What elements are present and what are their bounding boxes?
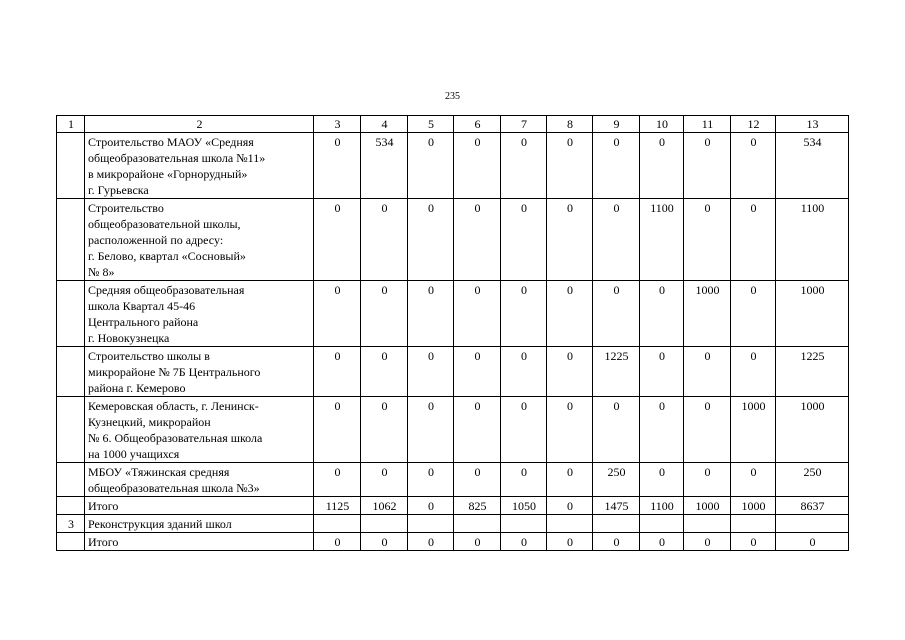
- value-cell: [454, 515, 501, 533]
- value-cell: 0: [547, 281, 593, 347]
- value-cell: 0: [314, 533, 361, 551]
- row-index-cell: [57, 463, 85, 497]
- value-cell: [361, 515, 408, 533]
- value-cell: 0: [593, 199, 640, 281]
- value-cell: 0: [454, 199, 501, 281]
- value-cell: 8637: [776, 497, 849, 515]
- row-name-line: МБОУ «Тяжинская средняя: [88, 465, 230, 479]
- row-name-line: района г. Кемерово: [88, 381, 186, 395]
- value-cell: 0: [361, 397, 408, 463]
- row-index-cell: [57, 133, 85, 199]
- value-cell: 0: [501, 281, 547, 347]
- row-index-cell: [57, 347, 85, 397]
- table-row: [57, 133, 849, 199]
- header-cell: 1: [57, 116, 85, 133]
- value-cell: 1125: [314, 497, 361, 515]
- header-cell: 8: [547, 116, 593, 133]
- value-cell: 1050: [501, 497, 547, 515]
- value-cell: [408, 515, 454, 533]
- value-cell: 0: [454, 347, 501, 397]
- value-cell: 0: [731, 347, 776, 397]
- value-cell: 1475: [593, 497, 640, 515]
- row-name-line: расположенной по адресу:: [88, 233, 224, 247]
- value-cell: 0: [408, 497, 454, 515]
- header-cell: 13: [776, 116, 849, 133]
- value-cell: 1100: [640, 497, 684, 515]
- row-name-cell: [85, 497, 314, 515]
- row-name-line: Кузнецкий, микрорайон: [88, 415, 211, 429]
- value-cell: 1100: [776, 199, 849, 281]
- value-cell: 0: [408, 533, 454, 551]
- value-cell: 0: [731, 533, 776, 551]
- value-cell: [684, 515, 731, 533]
- value-cell: [731, 515, 776, 533]
- header-cell: 10: [640, 116, 684, 133]
- row-name-cell: [85, 281, 314, 347]
- value-cell: 0: [501, 463, 547, 497]
- value-cell: 1000: [776, 397, 849, 463]
- table-row: [57, 199, 849, 281]
- value-cell: 0: [314, 397, 361, 463]
- value-cell: 1225: [593, 347, 640, 397]
- value-cell: 0: [640, 347, 684, 397]
- row-name-line: Итого: [88, 499, 119, 513]
- row-name-line: Реконструкция зданий школ: [88, 517, 232, 531]
- value-cell: 250: [776, 463, 849, 497]
- value-cell: 1000: [776, 281, 849, 347]
- value-cell: 0: [454, 133, 501, 199]
- value-cell: 1000: [684, 281, 731, 347]
- value-cell: 0: [501, 133, 547, 199]
- header-cell: 5: [408, 116, 454, 133]
- value-cell: 0: [547, 133, 593, 199]
- value-cell: 0: [501, 397, 547, 463]
- value-cell: 0: [361, 281, 408, 347]
- value-cell: 0: [361, 463, 408, 497]
- value-cell: 0: [408, 463, 454, 497]
- row-name-line: г. Новокузнецка: [88, 331, 170, 345]
- header-cell: 4: [361, 116, 408, 133]
- value-cell: 0: [314, 199, 361, 281]
- value-cell: 0: [454, 397, 501, 463]
- row-name-line: в микрорайоне «Горнорудный»: [88, 167, 248, 181]
- value-cell: [593, 515, 640, 533]
- header-cell: 3: [314, 116, 361, 133]
- row-name-line: Строительство школы в: [88, 349, 210, 363]
- value-cell: 0: [501, 347, 547, 397]
- value-cell: 0: [361, 533, 408, 551]
- value-cell: 0: [408, 133, 454, 199]
- value-cell: 534: [361, 133, 408, 199]
- value-cell: 0: [547, 199, 593, 281]
- value-cell: 0: [314, 347, 361, 397]
- value-cell: 0: [454, 281, 501, 347]
- value-cell: 0: [684, 199, 731, 281]
- value-cell: 0: [640, 133, 684, 199]
- value-cell: 0: [684, 133, 731, 199]
- value-cell: 0: [547, 463, 593, 497]
- value-cell: 0: [640, 463, 684, 497]
- row-index-cell: [57, 397, 85, 463]
- table-row: [57, 497, 849, 515]
- table-row: [57, 533, 849, 551]
- value-cell: 250: [593, 463, 640, 497]
- value-cell: [640, 515, 684, 533]
- row-name-line: общеобразовательная школа №11»: [88, 151, 266, 165]
- value-cell: 0: [547, 533, 593, 551]
- row-name-line: № 8»: [88, 265, 115, 279]
- value-cell: 0: [731, 199, 776, 281]
- table-row: [57, 515, 849, 533]
- row-name-line: на 1000 учащихся: [88, 447, 180, 461]
- value-cell: 0: [454, 463, 501, 497]
- value-cell: 0: [501, 533, 547, 551]
- row-name-line: Средняя общеобразовательная: [88, 283, 245, 297]
- header-cell: 6: [454, 116, 501, 133]
- value-cell: 0: [731, 133, 776, 199]
- table-row: [57, 463, 849, 497]
- row-index-cell: [57, 497, 85, 515]
- value-cell: 0: [408, 281, 454, 347]
- value-cell: 0: [547, 497, 593, 515]
- row-name-line: общеобразовательная школа №3»: [88, 481, 260, 495]
- value-cell: 0: [684, 347, 731, 397]
- row-name-line: Строительство: [88, 201, 164, 215]
- value-cell: 0: [731, 463, 776, 497]
- row-name-line: микрорайоне № 7Б Центрального: [88, 365, 261, 379]
- row-index-cell: [57, 281, 85, 347]
- header-cell: 2: [85, 116, 314, 133]
- value-cell: 0: [640, 533, 684, 551]
- row-name-line: Кемеровская область, г. Ленинск-: [88, 399, 259, 413]
- value-cell: 0: [361, 199, 408, 281]
- row-index-cell: [57, 533, 85, 551]
- value-cell: 1100: [640, 199, 684, 281]
- value-cell: 0: [776, 533, 849, 551]
- row-name-cell: [85, 515, 314, 533]
- value-cell: 0: [731, 281, 776, 347]
- row-name-cell: [85, 347, 314, 397]
- value-cell: 0: [593, 133, 640, 199]
- value-cell: 0: [593, 533, 640, 551]
- row-name-cell: [85, 533, 314, 551]
- row-name-line: Строительство МАОУ «Средняя: [88, 135, 254, 149]
- row-name-cell: [85, 199, 314, 281]
- row-name-line: г. Гурьевска: [88, 183, 149, 197]
- row-name-line: г. Белово, квартал «Сосновый»: [88, 249, 246, 263]
- header-row: [57, 116, 849, 133]
- value-cell: 0: [314, 463, 361, 497]
- value-cell: 0: [640, 397, 684, 463]
- value-cell: [501, 515, 547, 533]
- header-cell: 9: [593, 116, 640, 133]
- value-cell: 825: [454, 497, 501, 515]
- value-cell: 0: [547, 397, 593, 463]
- value-cell: 534: [776, 133, 849, 199]
- row-name-line: общеобразовательной школы,: [88, 217, 241, 231]
- row-name-cell: [85, 133, 314, 199]
- row-name-line: Итого: [88, 535, 119, 549]
- value-cell: 1000: [731, 497, 776, 515]
- value-cell: 0: [684, 533, 731, 551]
- table-row: [57, 397, 849, 463]
- value-cell: 1000: [731, 397, 776, 463]
- table-row: [57, 281, 849, 347]
- value-cell: 0: [408, 397, 454, 463]
- row-name-line: Центрального района: [88, 315, 199, 329]
- page-number: 235: [445, 91, 460, 102]
- value-cell: 0: [640, 281, 684, 347]
- value-cell: 0: [314, 133, 361, 199]
- budget-table: [56, 115, 849, 551]
- row-name-cell: [85, 463, 314, 497]
- value-cell: [776, 515, 849, 533]
- value-cell: 0: [593, 397, 640, 463]
- value-cell: [314, 515, 361, 533]
- value-cell: [547, 515, 593, 533]
- value-cell: 1225: [776, 347, 849, 397]
- row-name-cell: [85, 397, 314, 463]
- value-cell: 0: [314, 281, 361, 347]
- value-cell: 1000: [684, 497, 731, 515]
- value-cell: 0: [361, 347, 408, 397]
- value-cell: 0: [501, 199, 547, 281]
- value-cell: 0: [593, 281, 640, 347]
- header-cell: 11: [684, 116, 731, 133]
- row-index-cell: [57, 199, 85, 281]
- value-cell: 0: [408, 347, 454, 397]
- table-row: [57, 347, 849, 397]
- row-index-cell: 3: [57, 515, 85, 533]
- header-cell: 12: [731, 116, 776, 133]
- value-cell: 1062: [361, 497, 408, 515]
- value-cell: 0: [684, 397, 731, 463]
- value-cell: 0: [454, 533, 501, 551]
- value-cell: 0: [684, 463, 731, 497]
- header-cell: 7: [501, 116, 547, 133]
- row-name-line: школа Квартал 45-46: [88, 299, 196, 313]
- row-name-line: № 6. Общеобразовательная школа: [88, 431, 263, 445]
- value-cell: 0: [408, 199, 454, 281]
- value-cell: 0: [547, 347, 593, 397]
